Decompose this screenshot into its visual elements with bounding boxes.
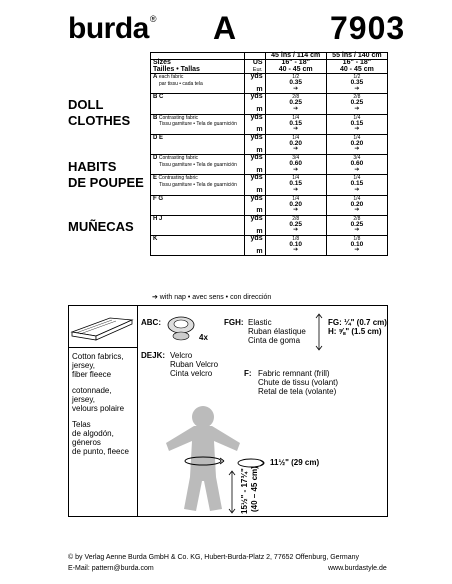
fabric-desc-alt: Tissu garniture • Tela de guarnición: [159, 181, 237, 188]
view-code: B: [153, 114, 158, 121]
m-value-1: 0.20: [289, 139, 303, 147]
size-in-1: 16" - 18": [281, 59, 310, 67]
unit-yds: yds: [250, 73, 263, 81]
notions-divider: [137, 305, 138, 516]
fabric-desc: Contrasting fabric: [158, 114, 199, 121]
unit-m: m: [256, 106, 263, 114]
m-value-2: 0.25: [350, 220, 364, 228]
fabrics-french: cotonnade, jersey, velours polaire: [72, 386, 125, 413]
fabric-desc-alt: [153, 242, 159, 248]
view-code: B C: [153, 94, 164, 101]
snap-fastener-icon: [166, 312, 196, 342]
yds-value-1: 2/8: [292, 94, 300, 101]
fabric-desc-alt: par tissu • cada tela: [159, 80, 203, 87]
yds-value-1: 1/4: [292, 134, 300, 141]
title-spanish: MUÑECAS: [68, 219, 134, 234]
sizes-label: Sizes: [153, 59, 171, 67]
table-row-2: [151, 114, 388, 134]
dejk-text: Velcro Ruban Velcro Cinta velcro: [170, 351, 219, 378]
table-row-1: [151, 94, 388, 114]
nap-arrow-1: ➔: [293, 207, 299, 214]
nap-arrow-1: ➔: [293, 166, 299, 173]
brand-name: burda: [68, 12, 149, 45]
nap-arrow-1: ➔: [293, 146, 299, 153]
unit-yds: yds: [250, 214, 263, 222]
nap-arrow-2: ➔: [354, 105, 360, 112]
fabric-desc-alt: [153, 222, 159, 228]
with-nap-legend: ➔ with nap • avec sens • con dirección: [152, 294, 272, 301]
unit-m: m: [256, 247, 263, 255]
fabric-desc: Contrasting fabric: [158, 175, 198, 182]
yds-value-2: 1/4: [353, 134, 361, 141]
yds-value-2: 1/2: [353, 74, 361, 81]
unit-m: m: [256, 126, 263, 134]
m-value-2: 0.15: [350, 119, 364, 127]
nap-arrow-1: ➔: [293, 186, 299, 193]
unit-m: m: [256, 187, 263, 195]
footer-url: www.burdastyle.de: [328, 565, 387, 572]
fabric-desc: each fabric: [158, 74, 184, 81]
nap-arrow-2: ➔: [354, 166, 360, 173]
view-code: F G: [153, 195, 163, 202]
title-french: HABITS DE POUPEE: [68, 159, 144, 190]
yds-value-1: 3/4: [292, 155, 300, 162]
table-row-8: [151, 235, 388, 255]
title-english: DOLL CLOTHES: [68, 97, 131, 128]
yds-value-1: 2/8: [292, 215, 300, 222]
m-value-2: 0.35: [350, 79, 364, 87]
table-row-5: [151, 175, 388, 195]
table-header-sizes: [151, 60, 388, 74]
pattern-letter: A: [213, 10, 237, 46]
yds-value-1: 1/2: [292, 74, 300, 81]
m-value-2: 0.10: [350, 240, 364, 248]
table-row-6: [151, 195, 388, 215]
dejk-label: DEJK:: [141, 351, 166, 360]
unit-m: m: [256, 86, 263, 94]
height-arrow-icon: [228, 470, 236, 514]
fabric-desc-alt: [153, 141, 159, 147]
fabric-desc: Contrasting fabric: [158, 155, 199, 162]
yds-value-2: 3/4: [353, 155, 361, 162]
nap-arrow-1: ➔: [293, 85, 299, 92]
view-code: D: [153, 155, 158, 162]
table-row-3: [151, 134, 388, 154]
f-label: F:: [244, 369, 252, 378]
fabrics-english: Cotton fabrics, jersey, fiber fleece: [72, 352, 124, 379]
f-text: Fabric remnant (frill) Chute de tissu (volant) Retal de tela (volante): [258, 369, 339, 396]
m-value-1: 0.25: [289, 99, 303, 107]
height-measurement-cm: (40 – 45 cm): [250, 466, 259, 512]
waist-measurement: 11½" (29 cm): [270, 458, 320, 467]
nap-arrow-1: ➔: [293, 126, 299, 133]
m-value-1: 0.10: [289, 240, 303, 248]
abc-label: ABC:: [141, 318, 161, 327]
view-code: A: [153, 74, 158, 81]
yds-value-2: 2/8: [353, 94, 361, 101]
table-row-0: [151, 74, 388, 94]
yds-value-2: 1/4: [353, 114, 361, 121]
view-code: K: [153, 235, 158, 242]
table-row-4: [151, 155, 388, 175]
yds-value-1: 1/4: [292, 114, 300, 121]
fabric-roll-illustration: [70, 310, 136, 344]
yds-value-1: 1/4: [292, 175, 300, 182]
nap-arrow-1: ➔: [293, 227, 299, 234]
yds-value-2: 1/4: [353, 195, 361, 202]
fabric-desc-alt: [153, 101, 159, 107]
nap-arrow-2: ➔: [354, 207, 360, 214]
height-measurement: 15½" - 17¾": [240, 468, 249, 514]
unit-m: m: [256, 146, 263, 154]
footer-email: E-Mail: pattern@burda.com: [68, 565, 154, 572]
m-value-2: 0.60: [350, 160, 364, 168]
fabric-desc-alt: [153, 202, 159, 208]
m-value-2: 0.20: [350, 200, 364, 208]
nap-arrow-2: ➔: [354, 227, 360, 234]
table-row-7: [151, 215, 388, 235]
fabric-desc-alt: Tissu garniture • Tela de guarnición: [159, 121, 237, 128]
nap-arrow-1: ➔: [293, 247, 299, 254]
brand-logo: [68, 12, 156, 46]
fabric-desc-alt: Tissu garniture • Tela de guarnición: [159, 161, 237, 168]
yds-value-1: 1/4: [292, 195, 300, 202]
m-value-2: 0.15: [350, 180, 364, 188]
copyright-line: © by Verlag Aenne Burda GmbH & Co. KG, Hubert-Burda-Platz 2, 77652 Offenburg, Germany: [68, 554, 360, 561]
sizes-label-alt: Tailles • Tallas: [153, 65, 200, 73]
m-value-1: 0.25: [289, 220, 303, 228]
m-value-1: 0.15: [289, 119, 303, 127]
yds-value-2: 1/4: [353, 175, 361, 182]
size-in-2: 16" - 18": [342, 59, 372, 67]
view-code: H J: [153, 215, 163, 222]
unit-m: m: [256, 227, 263, 235]
nap-arrow-2: ➔: [354, 85, 360, 92]
us-label: US: [252, 59, 263, 67]
nap-arrow-2: ➔: [354, 146, 360, 153]
eur-label: Eur.: [252, 66, 263, 73]
pattern-number: 7903: [330, 10, 406, 46]
trademark: ®: [149, 14, 156, 24]
view-code: D E: [153, 134, 164, 141]
nap-arrow-1: ➔: [293, 105, 299, 112]
m-value-1: 0.35: [289, 79, 303, 87]
yds-value-2: 2/8: [353, 215, 361, 222]
fg-elastic-size: FG: ¼" (0.7 cm): [328, 318, 387, 327]
elastic-width-arrow-icon: [314, 313, 324, 351]
fabrics-spanish: Telas de algodón, géneros de punto, fleece: [72, 420, 129, 456]
nap-arrow-2: ➔: [354, 126, 360, 133]
yardage-table: [150, 52, 388, 256]
fabric-image-divider: [68, 347, 138, 348]
size-cm-1: 40 - 45 cm: [278, 65, 313, 73]
m-value-2: 0.25: [350, 99, 364, 107]
unit-yds: yds: [250, 93, 263, 101]
m-value-1: 0.20: [289, 200, 303, 208]
unit-yds: yds: [250, 133, 263, 141]
m-value-1: 0.60: [289, 160, 303, 168]
unit-m: m: [256, 166, 263, 174]
nap-arrow-2: ➔: [354, 186, 360, 193]
view-code: E: [153, 175, 158, 182]
h-elastic-size: H: ⅝" (1.5 cm): [328, 327, 382, 336]
fgh-label: FGH:: [224, 318, 244, 327]
fgh-text: Elastic Ruban élastique Cinta de goma: [248, 318, 306, 345]
size-cm-2: 40 - 45 cm: [339, 65, 374, 73]
yds-value-2: 1/8: [353, 235, 361, 242]
nap-arrow-2: ➔: [354, 247, 360, 254]
unit-yds: yds: [250, 113, 263, 121]
unit-yds: yds: [250, 234, 263, 242]
m-value-1: 0.15: [289, 180, 303, 188]
width-55: 55 ins / 140 cm: [326, 53, 387, 60]
unit-yds: yds: [250, 154, 263, 162]
m-value-2: 0.20: [350, 139, 364, 147]
unit-yds: yds: [250, 194, 263, 202]
yds-value-1: 1/8: [292, 235, 300, 242]
unit-m: m: [256, 207, 263, 215]
width-45: 45 ins / 114 cm: [265, 53, 326, 60]
abc-quantity: 4x: [199, 333, 208, 342]
unit-yds: yds: [250, 174, 263, 182]
